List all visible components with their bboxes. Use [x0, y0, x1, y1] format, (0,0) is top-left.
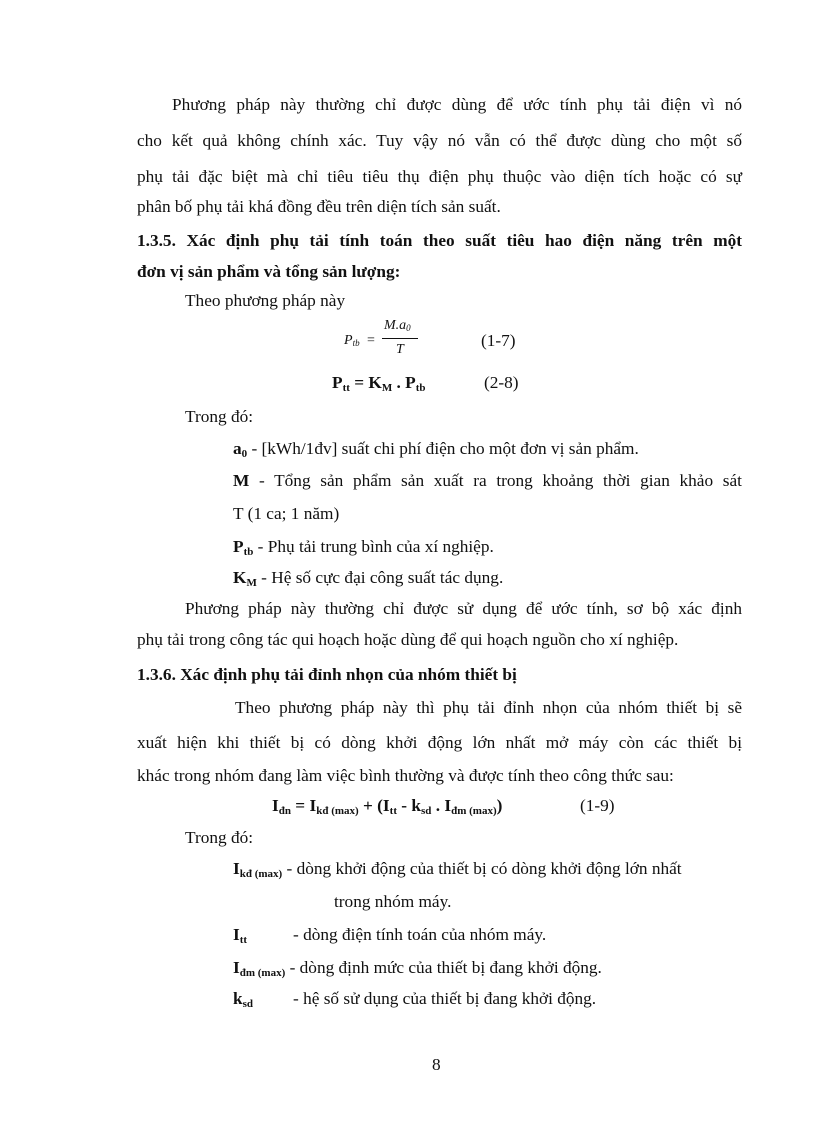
- def-ikd-max-cont: trong nhóm máy.: [334, 892, 452, 911]
- section-136-line-2: xuất hiện khi thiết bị có dòng khởi động lớn nhất mở máy còn các thiết bị: [137, 733, 742, 752]
- def-ptb: $P_{tb}$ - Phụ tải trung bình của xí nghiệp.: [233, 537, 494, 558]
- section-136-heading: 1.3.6. Xác định phụ tải đỉnh nhọn của nhóm thiết bị: [137, 665, 517, 684]
- intro-line-2: cho kết quả không chính xác. Tuy vậy nó vẫn có thể được dùng cho một số: [137, 131, 742, 150]
- def-ikd-max: $I_{kđ (max)}$ - dòng khởi động của thiết bị có dòng khởi động lớn nhất: [233, 859, 682, 880]
- def-itt-text: - dòng điện tính toán của nhóm máy.: [293, 925, 547, 944]
- formula-2-8: $P_{tt} = K_M$ . $P_{tb}$: [332, 373, 426, 394]
- section-135-lead: Theo phương pháp này: [185, 291, 346, 310]
- section-136-line-3: khác trong nhóm đang làm việc bình thường và được tính theo công thức sau:: [137, 766, 674, 785]
- def-idm-max: $I_{đm (max)}$ - dòng định mức của thiết bị đang khởi động.: [233, 958, 602, 979]
- def-itt: $I_{tt}$: [233, 925, 248, 946]
- section-136-line-1: Theo phương pháp này thì phụ tải đỉnh nhọn của nhóm thiết bị sẽ: [235, 698, 742, 717]
- def-a0: $a_0$ - [kWh/1đv] suất chi phí điện cho một đơn vị sản phẩm.: [233, 439, 639, 460]
- def-km: $K_M$ - Hệ số cực đại công suất tác dụng.: [233, 568, 504, 589]
- formula-1-7-denominator: T: [396, 342, 404, 357]
- section-135-where: Trong đó:: [185, 407, 254, 426]
- def-m-cont: T (1 ca; 1 năm): [233, 504, 340, 523]
- formula-2-8-number: (2-8): [484, 373, 519, 392]
- section-135-note-line-1: Phương pháp này thường chỉ được sử dụng để ước tính, sơ bộ xác định: [185, 599, 742, 618]
- def-m: M - Tổng sản phẩm sản xuất ra trong khoảng thời gian khảo sát: [233, 471, 742, 490]
- def-ksd-text: - hệ số sử dụng của thiết bị đang khởi động.: [293, 989, 597, 1008]
- formula-1-7-equals: =: [367, 333, 375, 348]
- intro-line-3: phụ tải đặc biệt mà chỉ tiêu tiêu thụ điện phụ thuộc vào diện tích hoặc có sự: [137, 167, 742, 186]
- formula-1-7-lhs: $P_{tb}$: [344, 333, 360, 348]
- section-135-note-line-2: phụ tải trong công tác qui hoạch hoặc dùng để qui hoạch nguồn cho xí nghiệp.: [137, 630, 679, 649]
- section-135-heading-line-1: 1.3.5. Xác định phụ tải tính toán theo suất tiêu hao điện năng trên một: [137, 231, 742, 250]
- section-136-where: Trong đó:: [185, 828, 254, 847]
- formula-1-9: $I_{đn} = I_{kđ (max)} + (I_{tt} - k_{sd}$ . $I_{đm (max)}$): [272, 796, 503, 817]
- formula-1-9-number: (1-9): [580, 796, 615, 815]
- def-ksd: $k_{sd}$: [233, 989, 254, 1010]
- page-number: 8: [432, 1055, 441, 1074]
- formula-1-7-numerator: $M.a_0$: [384, 318, 411, 333]
- formula-1-7-fraction-bar: [382, 338, 418, 339]
- intro-line-4: phân bố phụ tải khá đồng đều trên diện tích sản suất.: [137, 197, 501, 216]
- section-135-heading-line-2: đơn vị sản phẩm và tổng sản lượng:: [137, 262, 401, 281]
- formula-1-7-number: (1-7): [481, 331, 516, 350]
- intro-line-1: Phương pháp này thường chỉ được dùng để ước tính phụ tải điện vì nó: [172, 95, 742, 114]
